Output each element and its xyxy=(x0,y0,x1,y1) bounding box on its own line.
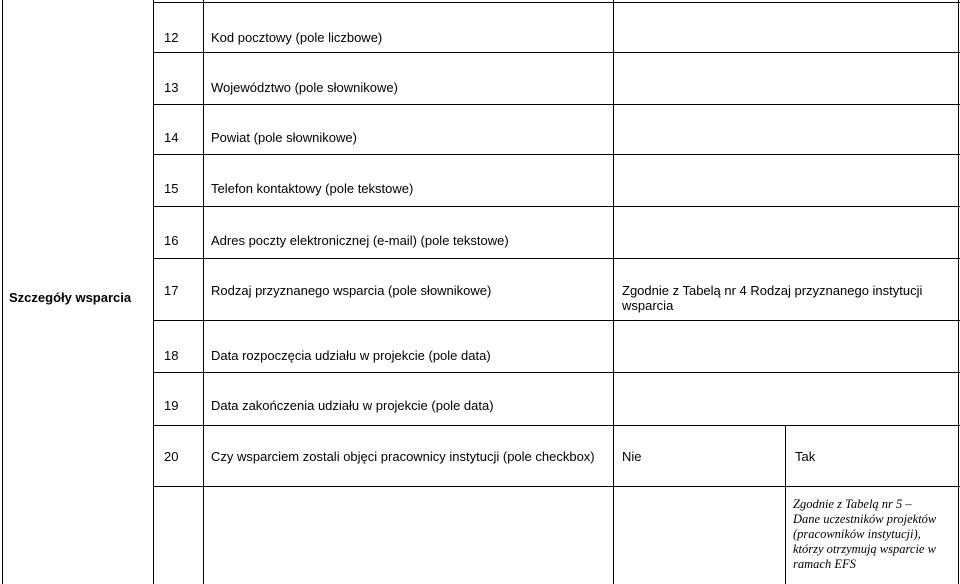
row-label: Województwo (pole słownikowe) xyxy=(211,80,398,95)
row-number: 13 xyxy=(164,80,179,95)
column-divider xyxy=(203,0,204,584)
row-number: 14 xyxy=(164,130,179,145)
row-divider xyxy=(153,154,960,155)
row-label: Rodzaj przyznanego wsparcia (pole słownikowe) xyxy=(211,283,492,298)
row-label: Data zakończenia udziału w projekcie (pole data) xyxy=(211,398,494,413)
row-divider xyxy=(153,425,960,426)
bottom-note-line: (pracowników instytucji), xyxy=(793,527,921,541)
row-number: 16 xyxy=(164,233,179,248)
row-label: Kod pocztowy (pole liczbowe) xyxy=(211,30,383,45)
option-no: Nie xyxy=(622,449,642,464)
row-note: Zgodnie z Tabelą nr 4 Rodzaj przyznanego instytucji xyxy=(622,283,923,298)
row-divider xyxy=(153,52,960,53)
bottom-note-line: którzy otrzymują wsparcie w xyxy=(793,542,936,556)
row-label: Adres poczty elektronicznej (e-mail) (pole tekstowe) xyxy=(211,233,509,248)
row-number: 20 xyxy=(164,449,179,464)
row-label: Data rozpoczęcia udziału w projekcie (pole data) xyxy=(211,348,491,363)
column-divider xyxy=(613,0,614,584)
row-divider xyxy=(153,486,960,487)
row-number: 19 xyxy=(164,398,179,413)
bottom-note-line: Zgodnie z Tabelą nr 5 – xyxy=(793,497,912,511)
row-note: wsparcia xyxy=(622,298,674,313)
row-number: 12 xyxy=(164,30,179,45)
column-divider xyxy=(2,0,3,584)
row-number: 17 xyxy=(164,283,179,298)
column-divider xyxy=(958,0,959,584)
row-divider xyxy=(153,206,960,207)
option-yes: Tak xyxy=(795,449,816,464)
column-divider xyxy=(153,0,154,584)
bottom-note-line: Dane uczestników projektów xyxy=(793,512,937,526)
row-number: 18 xyxy=(164,348,179,363)
bottom-note xyxy=(793,497,957,572)
section-label: Szczegóły wsparcia xyxy=(9,290,132,305)
row-divider xyxy=(153,258,960,259)
bottom-note-line: ramach EFS xyxy=(793,557,856,571)
row-divider xyxy=(153,104,960,105)
row-label: Powiat (pole słownikowe) xyxy=(211,130,357,145)
row-label: Telefon kontaktowy (pole tekstowe) xyxy=(211,181,414,196)
column-divider xyxy=(785,425,786,584)
row-divider xyxy=(153,2,960,3)
row-number: 15 xyxy=(164,181,179,196)
row-divider xyxy=(153,372,960,373)
row-divider xyxy=(153,320,960,321)
row-label: Czy wsparciem zostali objęci pracownicy instytucji (pole checkbox) xyxy=(211,449,595,464)
